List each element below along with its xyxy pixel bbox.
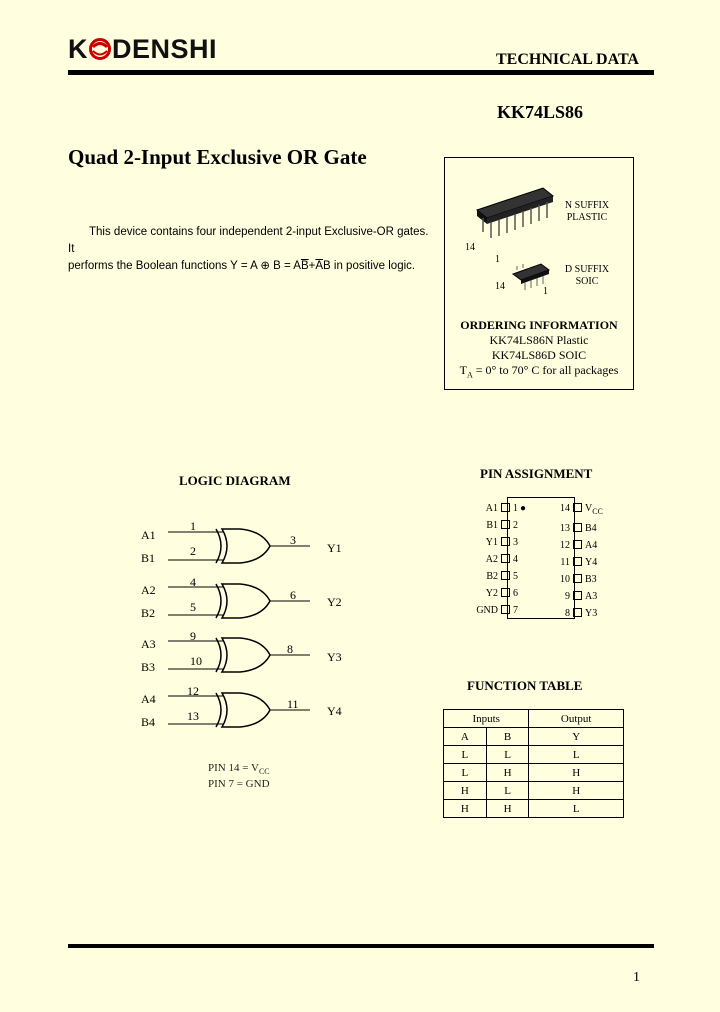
table-header-row <box>444 728 624 746</box>
pin-row-left-1: A1 1 ● <box>485 503 527 514</box>
logic-diagram <box>130 515 370 740</box>
power-pin-notes <box>208 762 270 791</box>
description <box>68 224 430 275</box>
soic-pin14-label: 14 <box>495 281 505 292</box>
gate4-pin-b: 13 <box>187 709 199 723</box>
technical-data-label: TECHNICAL DATA <box>496 51 639 68</box>
logo-text-k: K <box>68 34 88 64</box>
logo-swirl-icon <box>89 38 111 60</box>
pin-row-left-3: Y1 3 <box>485 537 518 548</box>
pin-row-left-7: GND 7 <box>476 605 518 616</box>
gate3-out: Y3 <box>327 650 342 664</box>
pin-row-left-2: B1 2 <box>486 520 518 531</box>
pin-row-right-9: 9 A3 <box>565 591 598 602</box>
gate4-out: Y4 <box>327 704 342 718</box>
table-group-row <box>444 710 624 728</box>
gate4-in-b: B4 <box>141 715 156 729</box>
gate4-in-a: A4 <box>141 692 156 706</box>
gate2-pin-b: 5 <box>190 600 196 614</box>
col-b-header: B <box>486 728 529 746</box>
gate4-pin-out: 11 <box>287 697 299 711</box>
table-row: L H H <box>444 764 624 782</box>
ordering-info <box>445 318 633 382</box>
function-table-title: FUNCTION TABLE <box>467 678 583 693</box>
gate4-pin-a: 12 <box>187 684 199 698</box>
pin-assignment-right <box>558 500 603 622</box>
gate3-in-b: B3 <box>141 660 156 674</box>
gate2-in-a: A2 <box>141 583 156 597</box>
gate1-in-a: A1 <box>141 528 156 542</box>
table-row: H H L <box>444 800 624 818</box>
output-header: Output <box>529 710 624 728</box>
page-number: 1 <box>633 970 640 985</box>
dip-pin1-label: 1 <box>495 254 500 265</box>
col-a-header: A <box>444 728 487 746</box>
gate2-pin-a: 4 <box>190 575 196 589</box>
pin-assignment-left <box>474 500 526 619</box>
part-number: KK74LS86 <box>497 102 584 122</box>
pin-assignment-title: PIN ASSIGNMENT <box>480 466 593 481</box>
pin-row-left-5: B2 5 <box>486 571 518 582</box>
package-info-box <box>444 157 634 390</box>
temp-range: $T_A = 0^\circ$ to 70° C for all packages <box>459 363 619 380</box>
pin-row-right-10: 10 B3 <box>560 574 597 585</box>
table-row: L L L <box>444 746 624 764</box>
pin-row-right-11: 11 Y4 <box>560 557 598 568</box>
gate3-pin-a: 9 <box>190 629 196 643</box>
gate1-in-b: B1 <box>141 551 156 565</box>
gate1-pin-out: 3 <box>290 533 296 547</box>
pin-row-right-14: 14 $V_{CC}$ <box>560 503 603 516</box>
company-logo <box>68 34 217 65</box>
table-row: H L H <box>444 782 624 800</box>
dip-pin14-label: 14 <box>465 242 475 253</box>
gate2-pin-out: 6 <box>290 588 296 602</box>
footer-rule <box>68 944 654 948</box>
pin-row-right-8: 8 Y3 <box>565 608 598 619</box>
col-y-header: Y <box>529 728 624 746</box>
soic-pin1-label: 1 <box>543 286 548 297</box>
logic-diagram-title: LOGIC DIAGRAM <box>179 473 291 488</box>
pin-row-right-12: 12 A4 <box>560 540 598 551</box>
header-rule <box>68 70 654 75</box>
order-d: KK74LS86D SOIC <box>491 348 587 362</box>
pin-row-left-4: A2 4 <box>485 554 518 565</box>
dip-package-icon <box>477 188 553 238</box>
pin7-note: PIN 7 = GND <box>208 778 270 791</box>
n-suffix-label: N SUFFIX PLASTIC <box>564 200 610 223</box>
description-line-2: performs the Boolean functions Y = A ⊕ $B = A\overline{B}+\overline{A}B$ in positive logic. <box>68 260 416 272</box>
gate1-out: Y1 <box>327 541 342 555</box>
description-line-1: This device contains four independent 2-input Exclusive-OR gates. It <box>68 226 429 255</box>
pin-row-right-13: 13 B4 <box>560 523 597 534</box>
logo-text-denshi: DENSHI <box>112 34 218 64</box>
page-title: Quad 2-Input Exclusive OR Gate <box>68 145 367 169</box>
inputs-header: Inputs <box>444 710 529 728</box>
gate2-in-b: B2 <box>141 606 156 620</box>
pin-row-left-6: Y2 6 <box>485 588 518 599</box>
order-n: KK74LS86N Plastic <box>489 333 589 347</box>
function-table <box>443 709 624 818</box>
pin14-note: PIN $14 = V_{CC}$ <box>208 762 270 777</box>
gate2-out: Y2 <box>327 595 342 609</box>
gate3-pin-b: 10 <box>190 654 202 668</box>
gate1-pin-b: 2 <box>190 544 196 558</box>
ordering-title: ORDERING INFORMATION <box>460 318 618 332</box>
d-suffix-label: D SUFFIX SOIC <box>564 264 610 287</box>
gate3-pin-out: 8 <box>287 642 293 656</box>
gate3-in-a: A3 <box>141 637 156 651</box>
gate1-pin-a: 1 <box>190 519 196 533</box>
